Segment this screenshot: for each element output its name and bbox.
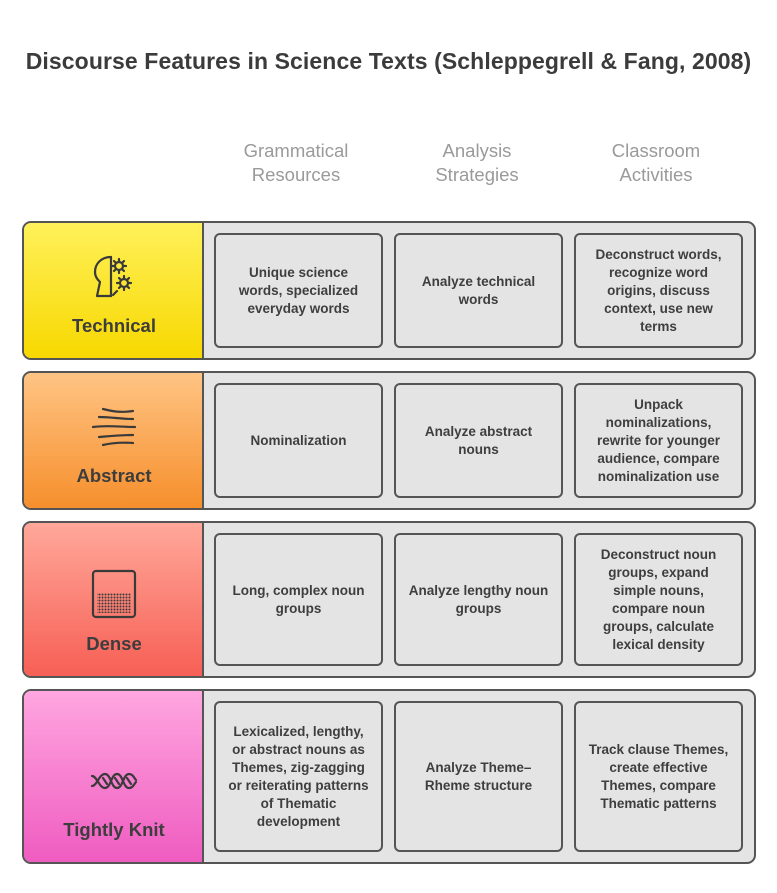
row-dense (22, 521, 756, 678)
cell-technical-analysis-strategies: Analyze technical words (394, 233, 563, 348)
cell-tightly-knit-classroom-activities: Track clause Themes, create effective Themes, compare Thematic patterns (574, 701, 743, 852)
cell-dense-analysis-strategies: Analyze lengthy noun groups (394, 533, 563, 666)
cell-tightly-knit-grammatical-resources: Lexicalized, lengthy, or abstract nouns as Themes, zig-zagging or reiterating patterns of Thematic development (214, 701, 383, 852)
row-title-abstract: Abstract (76, 465, 152, 486)
dense-container-icon (89, 569, 139, 619)
row-technical (22, 221, 756, 360)
row-title-tightly-knit: Tightly Knit (63, 819, 165, 840)
cell-tightly-knit-analysis-strategies: Analyze Theme–Rheme structure (394, 701, 563, 852)
row-label-dense (24, 523, 204, 676)
row-title-dense: Dense (86, 633, 142, 654)
cell-dense-grammatical-resources: Long, complex noun groups (214, 533, 383, 666)
cell-abstract-analysis-strategies: Analyze abstract nouns (394, 383, 563, 498)
column-header-classroom-activities: Classroom Activities (611, 140, 701, 185)
row-title-technical: Technical (72, 315, 156, 336)
cell-abstract-classroom-activities: Unpack nominalizations, rewrite for younger audience, compare nominalization use (574, 383, 743, 498)
row-tightly-knit (22, 689, 756, 864)
head-gears-icon (89, 251, 139, 301)
diagram-title: Discourse Features in Science Texts (Schleppegrell & Fang, 2008) (25, 48, 752, 74)
wind-lines-icon (89, 403, 139, 453)
cell-dense-classroom-activities: Deconstruct noun groups, expand simple nouns, compare noun groups, calculate lexical density (574, 533, 743, 666)
column-header-grammatical-resources: Grammatical Resources (243, 140, 349, 185)
row-label-abstract (24, 373, 204, 508)
row-label-tightly-knit (24, 691, 204, 862)
row-abstract (22, 371, 756, 510)
cell-technical-classroom-activities: Deconstruct words, recognize word origins, discuss context, use new terms (574, 233, 743, 348)
knot-rope-icon (89, 756, 139, 806)
row-label-technical (24, 223, 204, 358)
column-header-analysis-strategies: Analysis Strategies (435, 140, 519, 185)
cell-abstract-grammatical-resources: Nominalization (214, 383, 383, 498)
cell-technical-grammatical-resources: Unique science words, specialized everyday words (214, 233, 383, 348)
